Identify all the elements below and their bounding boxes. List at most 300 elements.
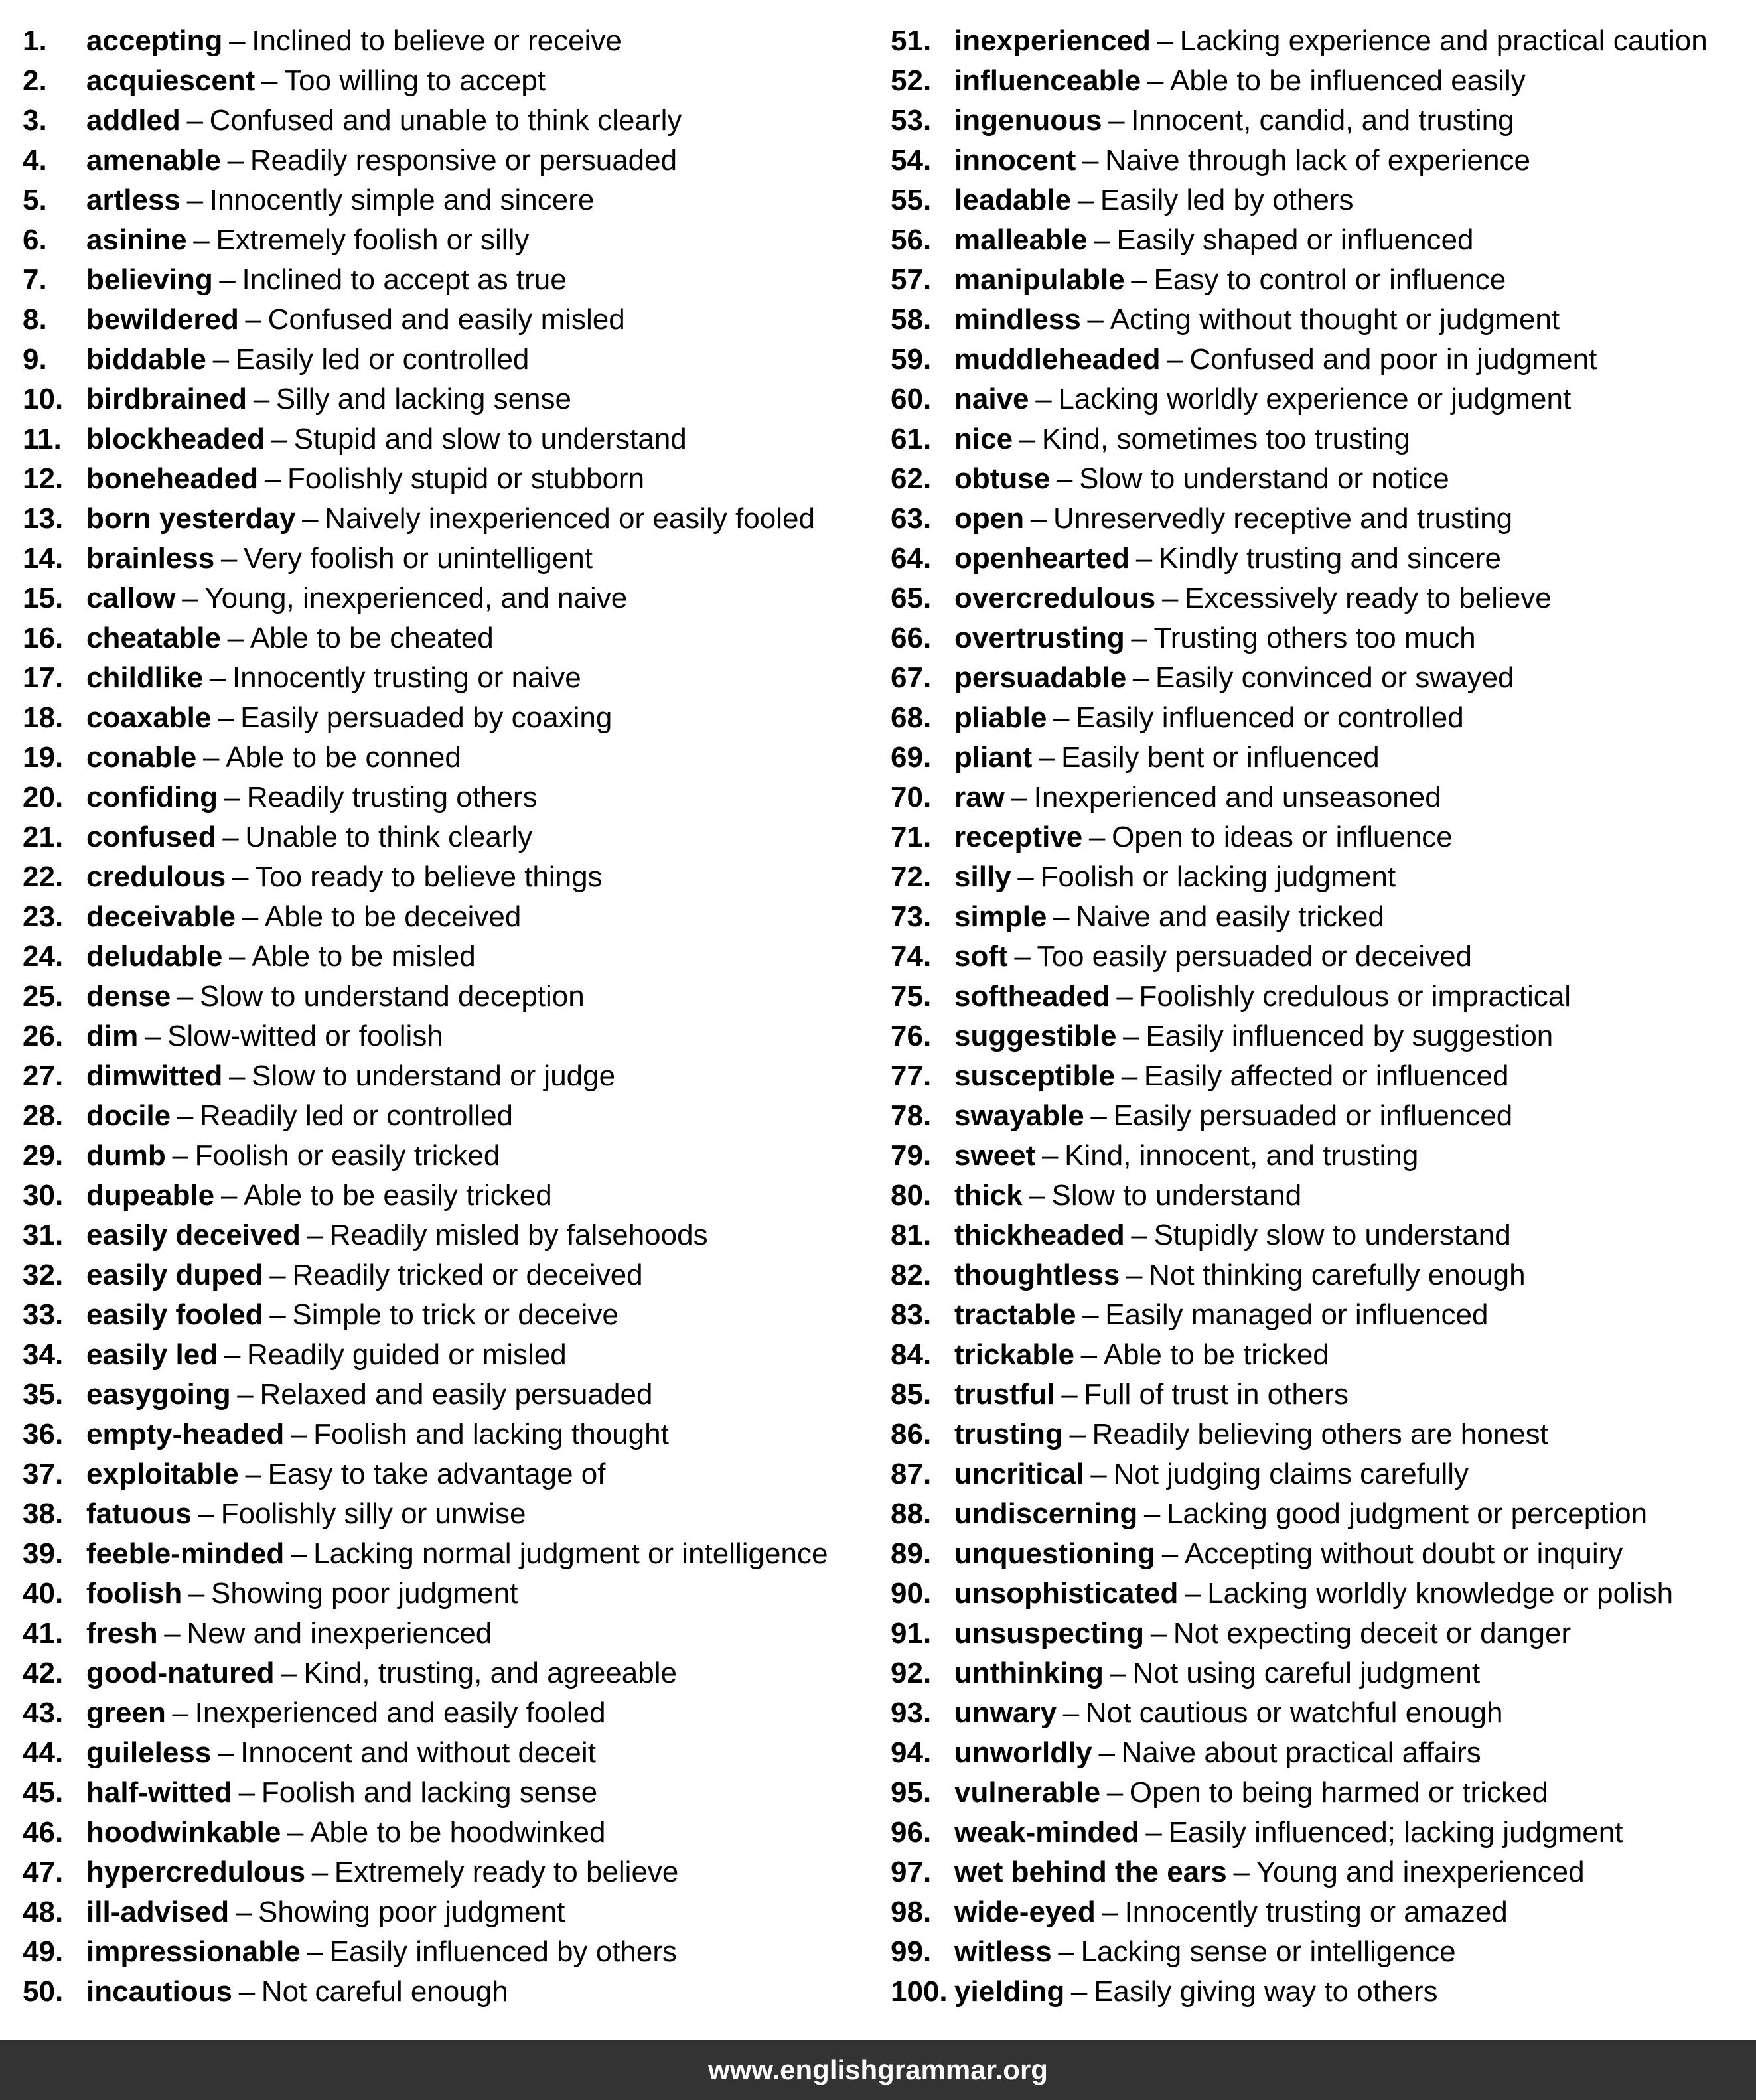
item-number: 11. bbox=[23, 423, 62, 455]
item-separator: – bbox=[1161, 1537, 1179, 1570]
item-term: undiscerning bbox=[954, 1498, 1138, 1530]
item-term: thick bbox=[954, 1179, 1023, 1212]
item-separator: – bbox=[182, 582, 198, 614]
item-number: 83. bbox=[891, 1298, 932, 1331]
list-item bbox=[891, 1056, 1753, 1096]
item-definition: Easily convinced or swayed bbox=[1155, 662, 1514, 694]
item-separator: – bbox=[307, 1219, 324, 1251]
list-item bbox=[23, 778, 879, 817]
item-number: 98. bbox=[891, 1896, 932, 1928]
item-number: 66. bbox=[891, 622, 932, 654]
item-definition: Slow-witted or foolish bbox=[167, 1020, 443, 1052]
item-definition: Not using careful judgment bbox=[1132, 1657, 1481, 1689]
list-item bbox=[891, 21, 1753, 61]
item-term: confused bbox=[86, 821, 216, 853]
list-item bbox=[23, 1853, 879, 1892]
item-definition: Able to be conned bbox=[226, 741, 461, 774]
item-definition: Not thinking carefully enough bbox=[1149, 1259, 1526, 1291]
item-term: coaxable bbox=[86, 701, 212, 734]
list-item bbox=[23, 1136, 879, 1176]
item-definition: Not expecting deceit or danger bbox=[1173, 1617, 1572, 1649]
item-definition: Too ready to believe things bbox=[255, 861, 603, 893]
item-term: dupeable bbox=[86, 1179, 215, 1212]
item-definition: Innocent, candid, and trusting bbox=[1131, 104, 1514, 137]
item-number: 91. bbox=[891, 1617, 932, 1649]
item-definition: Inclined to accept as true bbox=[242, 263, 567, 296]
item-separator: – bbox=[1098, 1736, 1115, 1769]
list-item bbox=[23, 61, 879, 101]
list-item bbox=[23, 260, 879, 300]
item-definition: Extremely ready to believe bbox=[334, 1856, 679, 1888]
item-term: hoodwinkable bbox=[86, 1816, 281, 1849]
item-term: blockheaded bbox=[86, 423, 265, 455]
item-definition: Easily managed or influenced bbox=[1105, 1298, 1489, 1331]
item-separator: – bbox=[269, 1259, 286, 1291]
item-definition: Foolishly silly or unwise bbox=[220, 1498, 526, 1530]
word-list-left-column bbox=[23, 21, 879, 2012]
item-definition: Easy to take advantage of bbox=[267, 1458, 606, 1490]
list-item bbox=[23, 419, 879, 459]
item-definition: Readily responsive or persuaded bbox=[250, 144, 678, 176]
item-number: 6. bbox=[23, 224, 47, 256]
list-item bbox=[23, 1534, 879, 1574]
item-term: vulnerable bbox=[954, 1776, 1101, 1809]
item-separator: – bbox=[1110, 1657, 1126, 1689]
item-separator: – bbox=[227, 144, 244, 176]
item-term: soft bbox=[954, 940, 1008, 973]
item-separator: – bbox=[1061, 1378, 1078, 1411]
list-item bbox=[891, 1733, 1753, 1773]
item-number: 22. bbox=[23, 861, 64, 893]
item-term: unsuspecting bbox=[954, 1617, 1145, 1649]
item-separator: – bbox=[1094, 224, 1110, 256]
item-term: dimwitted bbox=[86, 1060, 223, 1092]
item-term: addled bbox=[86, 104, 181, 137]
list-item bbox=[891, 459, 1753, 499]
list-item bbox=[891, 1693, 1753, 1733]
item-term: influenceable bbox=[954, 64, 1141, 97]
item-separator: – bbox=[1077, 184, 1094, 216]
item-term: sweet bbox=[954, 1139, 1036, 1172]
item-number: 78. bbox=[891, 1099, 932, 1132]
item-separator: – bbox=[269, 1298, 286, 1331]
item-separator: – bbox=[1069, 1418, 1086, 1450]
item-definition: Naive through lack of experience bbox=[1105, 144, 1530, 176]
list-item bbox=[23, 897, 879, 937]
item-separator: – bbox=[229, 1060, 246, 1092]
item-number: 47. bbox=[23, 1856, 64, 1888]
list-item bbox=[23, 579, 879, 618]
list-item bbox=[891, 61, 1753, 101]
list-item bbox=[891, 1972, 1753, 2012]
item-separator: – bbox=[1106, 1776, 1124, 1809]
item-separator: – bbox=[1035, 383, 1052, 415]
item-number: 31. bbox=[23, 1219, 64, 1251]
list-item bbox=[23, 1614, 879, 1653]
item-separator: – bbox=[219, 263, 236, 296]
item-separator: – bbox=[245, 303, 261, 336]
item-number: 13. bbox=[23, 502, 64, 535]
item-number: 79. bbox=[891, 1139, 932, 1172]
item-definition: Kindly trusting and sincere bbox=[1158, 542, 1501, 575]
item-definition: Showing poor judgment bbox=[258, 1896, 565, 1928]
item-separator: – bbox=[229, 940, 246, 973]
item-number: 25. bbox=[23, 980, 64, 1013]
item-separator: – bbox=[1056, 462, 1073, 495]
item-definition: Easily influenced by suggestion bbox=[1145, 1020, 1554, 1052]
list-item bbox=[891, 499, 1753, 539]
item-definition: Kind, innocent, and trusting bbox=[1064, 1139, 1419, 1172]
item-number: 7. bbox=[23, 263, 47, 296]
item-term: simple bbox=[954, 900, 1047, 933]
item-separator: – bbox=[202, 741, 220, 774]
item-number: 24. bbox=[23, 940, 64, 973]
item-number: 37. bbox=[23, 1458, 64, 1490]
item-separator: – bbox=[245, 1458, 261, 1490]
list-item bbox=[23, 1176, 879, 1216]
item-definition: Open to ideas or influence bbox=[1112, 821, 1453, 853]
item-definition: Readily guided or misled bbox=[246, 1338, 567, 1371]
item-definition: Innocently simple and sincere bbox=[209, 184, 595, 216]
item-definition: Open to being harmed or tricked bbox=[1129, 1776, 1548, 1809]
item-definition: Innocent and without deceit bbox=[240, 1736, 596, 1769]
item-definition: Very foolish or unintelligent bbox=[244, 542, 593, 575]
list-item bbox=[891, 1534, 1753, 1574]
item-number: 39. bbox=[23, 1537, 64, 1570]
item-term: receptive bbox=[954, 821, 1083, 853]
item-term: credulous bbox=[86, 861, 226, 893]
item-separator: – bbox=[238, 1776, 256, 1809]
item-term: fresh bbox=[86, 1617, 158, 1649]
item-definition: Not cautious or watchful enough bbox=[1085, 1697, 1503, 1729]
item-term: fatuous bbox=[86, 1498, 192, 1530]
item-separator: – bbox=[238, 1975, 256, 2008]
item-number: 89. bbox=[891, 1537, 932, 1570]
list-item bbox=[891, 698, 1753, 738]
item-separator: – bbox=[253, 383, 270, 415]
item-definition: Lacking experience and practical caution bbox=[1179, 25, 1708, 57]
item-number: 2. bbox=[23, 64, 47, 97]
item-definition: Readily tricked or deceived bbox=[292, 1259, 643, 1291]
item-separator: – bbox=[164, 1617, 181, 1649]
list-item bbox=[891, 778, 1753, 817]
list-item bbox=[891, 1574, 1753, 1614]
item-term: ill-advised bbox=[86, 1896, 230, 1928]
item-separator: – bbox=[1053, 701, 1070, 734]
item-separator: – bbox=[1088, 821, 1106, 853]
item-definition: Too willing to accept bbox=[284, 64, 546, 97]
item-term: dense bbox=[86, 980, 171, 1013]
item-term: confiding bbox=[86, 781, 218, 813]
item-term: easily led bbox=[86, 1338, 218, 1371]
list-item bbox=[891, 1096, 1753, 1136]
item-separator: – bbox=[186, 104, 203, 137]
item-definition: Extremely foolish or silly bbox=[216, 224, 530, 256]
item-separator: – bbox=[1058, 1935, 1074, 1968]
item-number: 34. bbox=[23, 1338, 64, 1371]
item-number: 36. bbox=[23, 1418, 64, 1450]
item-term: callow bbox=[86, 582, 176, 614]
item-definition: Easily shaped or influenced bbox=[1116, 224, 1474, 256]
item-number: 95. bbox=[891, 1776, 932, 1809]
item-term: cheatable bbox=[86, 622, 221, 654]
item-separator: – bbox=[220, 1179, 238, 1212]
item-number: 28. bbox=[23, 1099, 64, 1132]
item-number: 50. bbox=[23, 1975, 64, 2008]
list-item bbox=[891, 539, 1753, 579]
list-item bbox=[891, 658, 1753, 698]
item-term: raw bbox=[954, 781, 1005, 813]
item-separator: – bbox=[1132, 662, 1149, 694]
item-number: 32. bbox=[23, 1259, 64, 1291]
item-definition: Easily giving way to others bbox=[1094, 1975, 1438, 2008]
item-term: thoughtless bbox=[954, 1259, 1120, 1291]
item-definition: Kind, sometimes too trusting bbox=[1041, 423, 1411, 455]
item-number: 48. bbox=[23, 1896, 64, 1928]
item-separator: – bbox=[264, 462, 281, 495]
item-number: 93. bbox=[891, 1697, 932, 1729]
list-item bbox=[23, 1733, 879, 1773]
item-definition: Foolishly stupid or stubborn bbox=[287, 462, 645, 495]
item-separator: – bbox=[261, 64, 278, 97]
item-separator: – bbox=[222, 821, 239, 853]
item-term: openhearted bbox=[954, 542, 1130, 575]
list-item bbox=[891, 937, 1753, 977]
item-definition: Young and inexperienced bbox=[1256, 1856, 1585, 1888]
item-definition: Easily led by others bbox=[1100, 184, 1354, 216]
item-term: nice bbox=[954, 423, 1013, 455]
list-item bbox=[891, 579, 1753, 618]
item-separator: – bbox=[1030, 502, 1047, 535]
item-term: green bbox=[86, 1697, 166, 1729]
item-separator: – bbox=[1039, 741, 1055, 774]
item-term: believing bbox=[86, 263, 213, 296]
item-term: asinine bbox=[86, 224, 187, 256]
item-separator: – bbox=[227, 622, 244, 654]
list-item bbox=[23, 817, 879, 857]
item-separator: – bbox=[307, 1935, 323, 1968]
item-definition: Easily led or controlled bbox=[235, 343, 530, 376]
item-definition: Foolishly credulous or impractical bbox=[1139, 980, 1571, 1013]
item-number: 67. bbox=[891, 662, 932, 694]
item-separator: – bbox=[1082, 1298, 1099, 1331]
item-number: 94. bbox=[891, 1736, 932, 1769]
item-definition: Foolish or easily tricked bbox=[194, 1139, 500, 1172]
item-separator: – bbox=[1161, 582, 1179, 614]
item-definition: Innocently trusting or naive bbox=[232, 662, 581, 694]
item-separator: – bbox=[237, 1378, 254, 1411]
list-item bbox=[23, 1255, 879, 1295]
item-term: unsophisticated bbox=[954, 1577, 1179, 1610]
item-number: 12. bbox=[23, 462, 64, 495]
item-term: half-witted bbox=[86, 1776, 232, 1809]
item-number: 63. bbox=[891, 502, 932, 535]
item-term: trusting bbox=[954, 1418, 1063, 1450]
list-item bbox=[23, 937, 879, 977]
item-definition: Able to be influenced easily bbox=[1170, 64, 1526, 97]
item-number: 44. bbox=[23, 1736, 64, 1769]
list-item bbox=[891, 1375, 1753, 1415]
list-item bbox=[891, 340, 1753, 380]
item-number: 61. bbox=[891, 423, 932, 455]
item-separator: – bbox=[235, 1896, 252, 1928]
list-item bbox=[891, 897, 1753, 937]
item-term: artless bbox=[86, 184, 181, 216]
item-separator: – bbox=[144, 1020, 161, 1052]
list-item bbox=[23, 220, 879, 260]
item-number: 30. bbox=[23, 1179, 64, 1212]
item-number: 1. bbox=[23, 25, 47, 57]
list-item bbox=[23, 21, 879, 61]
item-term: inexperienced bbox=[954, 25, 1151, 57]
item-term: silly bbox=[954, 861, 1011, 893]
item-number: 68. bbox=[891, 701, 932, 734]
item-number: 33. bbox=[23, 1298, 64, 1331]
item-term: unworldly bbox=[954, 1736, 1092, 1769]
item-separator: – bbox=[1123, 1020, 1139, 1052]
item-definition: Slow to understand or judge bbox=[252, 1060, 616, 1092]
item-number: 51. bbox=[891, 25, 932, 57]
item-number: 45. bbox=[23, 1776, 64, 1809]
item-separator: – bbox=[188, 1577, 205, 1610]
item-number: 8. bbox=[23, 303, 47, 336]
item-number: 4. bbox=[23, 144, 47, 176]
list-item bbox=[891, 1773, 1753, 1813]
item-definition: Excessively ready to believe bbox=[1185, 582, 1552, 614]
item-definition: Easily influenced or controlled bbox=[1076, 701, 1464, 734]
item-definition: Naive and easily tricked bbox=[1076, 900, 1384, 933]
item-definition: Lacking normal judgment or intelligence bbox=[313, 1537, 828, 1570]
list-item bbox=[23, 1932, 879, 1972]
item-number: 5. bbox=[23, 184, 47, 216]
item-number: 57. bbox=[891, 263, 932, 296]
item-term: wide-eyed bbox=[954, 1896, 1096, 1928]
item-term: feeble-minded bbox=[86, 1537, 285, 1570]
item-separator: – bbox=[232, 861, 249, 893]
list-item bbox=[23, 459, 879, 499]
item-separator: – bbox=[302, 502, 319, 535]
item-separator: – bbox=[218, 701, 234, 734]
item-definition: Full of trust in others bbox=[1084, 1378, 1349, 1411]
item-definition: Readily trusting others bbox=[246, 781, 538, 813]
item-term: incautious bbox=[86, 1975, 233, 2008]
item-number: 26. bbox=[23, 1020, 64, 1052]
list-item bbox=[23, 340, 879, 380]
item-term: amenable bbox=[86, 144, 221, 176]
item-definition: Too easily persuaded or deceived bbox=[1037, 940, 1473, 973]
item-term: mindless bbox=[954, 303, 1081, 336]
footer-website-text: www.englishgrammar.org bbox=[708, 2054, 1048, 2085]
item-number: 46. bbox=[23, 1816, 64, 1849]
list-item bbox=[23, 738, 879, 778]
item-number: 58. bbox=[891, 303, 932, 336]
item-separator: – bbox=[1080, 1338, 1098, 1371]
item-number: 60. bbox=[891, 383, 932, 415]
list-item bbox=[891, 1255, 1753, 1295]
item-separator: – bbox=[1147, 64, 1164, 97]
item-separator: – bbox=[242, 900, 259, 933]
item-number: 73. bbox=[891, 900, 932, 933]
item-definition: Able to be deceived bbox=[264, 900, 522, 933]
item-definition: Foolish and lacking thought bbox=[313, 1418, 669, 1450]
item-term: yielding bbox=[954, 1975, 1065, 2008]
item-term: born yesterday bbox=[86, 502, 296, 535]
item-number: 14. bbox=[23, 542, 64, 575]
item-number: 62. bbox=[891, 462, 932, 495]
item-term: persuadable bbox=[954, 662, 1127, 694]
item-definition: Young, inexperienced, and naive bbox=[204, 582, 628, 614]
item-separator: – bbox=[290, 1418, 307, 1450]
item-term: unquestioning bbox=[954, 1537, 1156, 1570]
item-number: 65. bbox=[891, 582, 932, 614]
list-item bbox=[891, 1295, 1753, 1335]
item-number: 64. bbox=[891, 542, 932, 575]
item-definition: Showing poor judgment bbox=[211, 1577, 518, 1610]
item-definition: Slow to understand or notice bbox=[1079, 462, 1449, 495]
item-definition: Silly and lacking sense bbox=[275, 383, 571, 415]
list-item bbox=[891, 1853, 1753, 1892]
item-definition: Relaxed and easily persuaded bbox=[259, 1378, 653, 1411]
item-term: biddable bbox=[86, 343, 206, 376]
item-separator: – bbox=[1157, 25, 1174, 57]
item-number: 76. bbox=[891, 1020, 932, 1052]
item-term: easily deceived bbox=[86, 1219, 301, 1251]
item-term: foolish bbox=[86, 1577, 183, 1610]
item-number: 84. bbox=[891, 1338, 932, 1371]
item-separator: – bbox=[1053, 900, 1070, 933]
item-number: 52. bbox=[891, 64, 932, 97]
list-item bbox=[23, 1056, 879, 1096]
item-term: docile bbox=[86, 1099, 171, 1132]
item-term: manipulable bbox=[954, 263, 1125, 296]
list-item bbox=[891, 1813, 1753, 1853]
item-separator: – bbox=[1143, 1498, 1161, 1530]
item-separator: – bbox=[1185, 1577, 1201, 1610]
item-separator: – bbox=[1131, 1219, 1147, 1251]
item-number: 9. bbox=[23, 343, 47, 376]
list-item bbox=[23, 1415, 879, 1454]
item-term: pliant bbox=[954, 741, 1033, 774]
item-term: witless bbox=[954, 1935, 1052, 1968]
list-item bbox=[23, 1375, 879, 1415]
list-item bbox=[891, 1016, 1753, 1056]
item-separator: – bbox=[193, 224, 210, 256]
item-number: 55. bbox=[891, 184, 932, 216]
list-item bbox=[891, 817, 1753, 857]
item-number: 71. bbox=[891, 821, 932, 853]
item-number: 54. bbox=[891, 144, 932, 176]
item-definition: Innocently trusting or amazed bbox=[1124, 1896, 1508, 1928]
item-term: childlike bbox=[86, 662, 204, 694]
item-term: accepting bbox=[86, 25, 223, 57]
item-separator: – bbox=[1029, 1179, 1045, 1212]
list-item bbox=[23, 1972, 879, 2012]
list-item bbox=[891, 1614, 1753, 1653]
item-definition: Able to be misled bbox=[252, 940, 476, 973]
item-separator: – bbox=[281, 1657, 297, 1689]
item-definition: Easily persuaded by coaxing bbox=[240, 701, 613, 734]
item-separator: – bbox=[1121, 1060, 1138, 1092]
list-item bbox=[891, 1335, 1753, 1375]
item-number: 85. bbox=[891, 1378, 932, 1411]
list-item bbox=[891, 1892, 1753, 1932]
item-number: 53. bbox=[891, 104, 932, 137]
item-number: 87. bbox=[891, 1458, 932, 1490]
item-number: 10. bbox=[23, 383, 64, 415]
item-number: 20. bbox=[23, 781, 64, 813]
item-number: 88. bbox=[891, 1498, 932, 1530]
item-number: 42. bbox=[23, 1657, 64, 1689]
